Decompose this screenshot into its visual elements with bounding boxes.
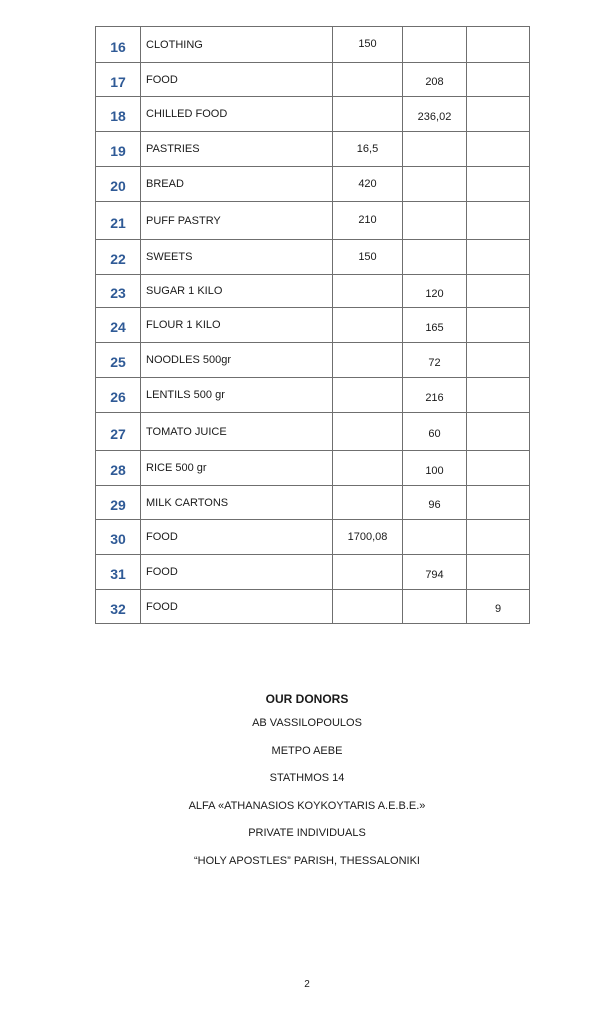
value-col-2: 60 <box>403 413 467 451</box>
value-col-3 <box>467 63 530 97</box>
item-name: LENTILS 500 gr <box>141 378 333 413</box>
donor-item: AB VASSILOPOULOS <box>252 717 362 729</box>
value-col-2: 100 <box>403 451 467 486</box>
row-number: 25 <box>96 343 141 378</box>
row-number: 21 <box>96 202 141 240</box>
value-col-1 <box>333 97 403 132</box>
value-col-2: 96 <box>403 486 467 520</box>
value-col-1 <box>333 590 403 624</box>
table-row <box>96 378 530 413</box>
row-number: 16 <box>96 27 141 63</box>
value-col-2 <box>403 202 467 240</box>
value-col-3 <box>467 202 530 240</box>
row-number: 27 <box>96 413 141 451</box>
value-col-1 <box>333 451 403 486</box>
table-row <box>96 555 530 590</box>
row-number: 23 <box>96 275 141 308</box>
table-row <box>96 63 530 97</box>
row-number: 29 <box>96 486 141 520</box>
row-number: 28 <box>96 451 141 486</box>
value-col-2 <box>403 590 467 624</box>
value-col-2 <box>403 27 467 63</box>
value-col-3 <box>467 378 530 413</box>
item-name: SUGAR 1 KILO <box>141 275 333 308</box>
row-number: 24 <box>96 308 141 343</box>
table-row <box>96 167 530 202</box>
value-col-3 <box>467 451 530 486</box>
value-col-1: 420 <box>333 167 403 202</box>
value-col-1 <box>333 486 403 520</box>
item-name: FOOD <box>141 63 333 97</box>
table-row <box>96 413 530 451</box>
table-row <box>96 240 530 275</box>
value-col-3 <box>467 520 530 555</box>
row-number: 19 <box>96 132 141 167</box>
value-col-3 <box>467 240 530 275</box>
donor-item: STATHMOS 14 <box>269 772 345 784</box>
item-name: TOMATO JUICE <box>141 413 333 451</box>
row-number: 18 <box>96 97 141 132</box>
table-row <box>96 97 530 132</box>
row-number: 30 <box>96 520 141 555</box>
value-col-2 <box>403 132 467 167</box>
table-row <box>96 27 530 63</box>
item-name: CLOTHING <box>141 27 333 63</box>
table-row <box>96 486 530 520</box>
item-name: MILK CARTONS <box>141 486 333 520</box>
value-col-3 <box>467 132 530 167</box>
value-col-3 <box>467 486 530 520</box>
item-name: BREAD <box>141 167 333 202</box>
value-col-3: 9 <box>467 590 530 624</box>
value-col-1 <box>333 275 403 308</box>
value-col-1: 1700,08 <box>333 520 403 555</box>
value-col-2: 120 <box>403 275 467 308</box>
row-number: 22 <box>96 240 141 275</box>
item-name: SWEETS <box>141 240 333 275</box>
item-name: FOOD <box>141 520 333 555</box>
table-row <box>96 590 530 624</box>
donor-item: ΜΕΤΡΟ ΑΕΒΕ <box>271 744 343 757</box>
value-col-2: 216 <box>403 378 467 413</box>
table-row <box>96 343 530 378</box>
item-name: FOOD <box>141 555 333 590</box>
item-name: FLOUR 1 KILO <box>141 308 333 343</box>
table-row <box>96 132 530 167</box>
value-col-3 <box>467 97 530 132</box>
table-row <box>96 308 530 343</box>
value-col-3 <box>467 308 530 343</box>
value-col-2 <box>403 240 467 275</box>
value-col-3 <box>467 167 530 202</box>
value-col-3 <box>467 555 530 590</box>
value-col-1 <box>333 308 403 343</box>
row-number: 17 <box>96 63 141 97</box>
donations-table <box>95 26 530 624</box>
donor-item: PRIVATE INDIVIDUALS <box>248 827 366 839</box>
item-name: NOODLES 500gr <box>141 343 333 378</box>
value-col-1: 16,5 <box>333 132 403 167</box>
row-number: 26 <box>96 378 141 413</box>
item-name: RICE 500 gr <box>141 451 333 486</box>
item-name: FOOD <box>141 590 333 624</box>
value-col-1: 150 <box>333 27 403 63</box>
value-col-1: 150 <box>333 240 403 275</box>
value-col-3 <box>467 343 530 378</box>
item-name: PUFF PASTRY <box>141 202 333 240</box>
value-col-1 <box>333 413 403 451</box>
value-col-2: 72 <box>403 343 467 378</box>
donors-title: OUR DONORS <box>265 692 349 706</box>
value-col-2 <box>403 167 467 202</box>
row-number: 31 <box>96 555 141 590</box>
value-col-1: 210 <box>333 202 403 240</box>
donors-section <box>0 692 614 883</box>
table-row <box>96 520 530 555</box>
value-col-1 <box>333 378 403 413</box>
value-col-3 <box>467 413 530 451</box>
donor-item: “HOLY APOSTLES” PARISH, THESSALONIKI <box>194 854 420 867</box>
value-col-1 <box>333 63 403 97</box>
donor-item: ALFA «ATHANASIOS KOYKOYTARIS A.E.B.E.» <box>188 799 426 812</box>
value-col-3 <box>467 275 530 308</box>
row-number: 32 <box>96 590 141 624</box>
value-col-1 <box>333 343 403 378</box>
value-col-2: 165 <box>403 308 467 343</box>
value-col-1 <box>333 555 403 590</box>
table-row <box>96 451 530 486</box>
table-row <box>96 202 530 240</box>
item-name: CHILLED FOOD <box>141 97 333 132</box>
table-row <box>96 275 530 308</box>
item-name: PASTRIES <box>141 132 333 167</box>
value-col-2: 794 <box>403 555 467 590</box>
row-number: 20 <box>96 167 141 202</box>
value-col-2: 236,02 <box>403 97 467 132</box>
value-col-2: 208 <box>403 63 467 97</box>
value-col-2 <box>403 520 467 555</box>
value-col-3 <box>467 27 530 63</box>
page-number: 2 <box>304 979 310 990</box>
